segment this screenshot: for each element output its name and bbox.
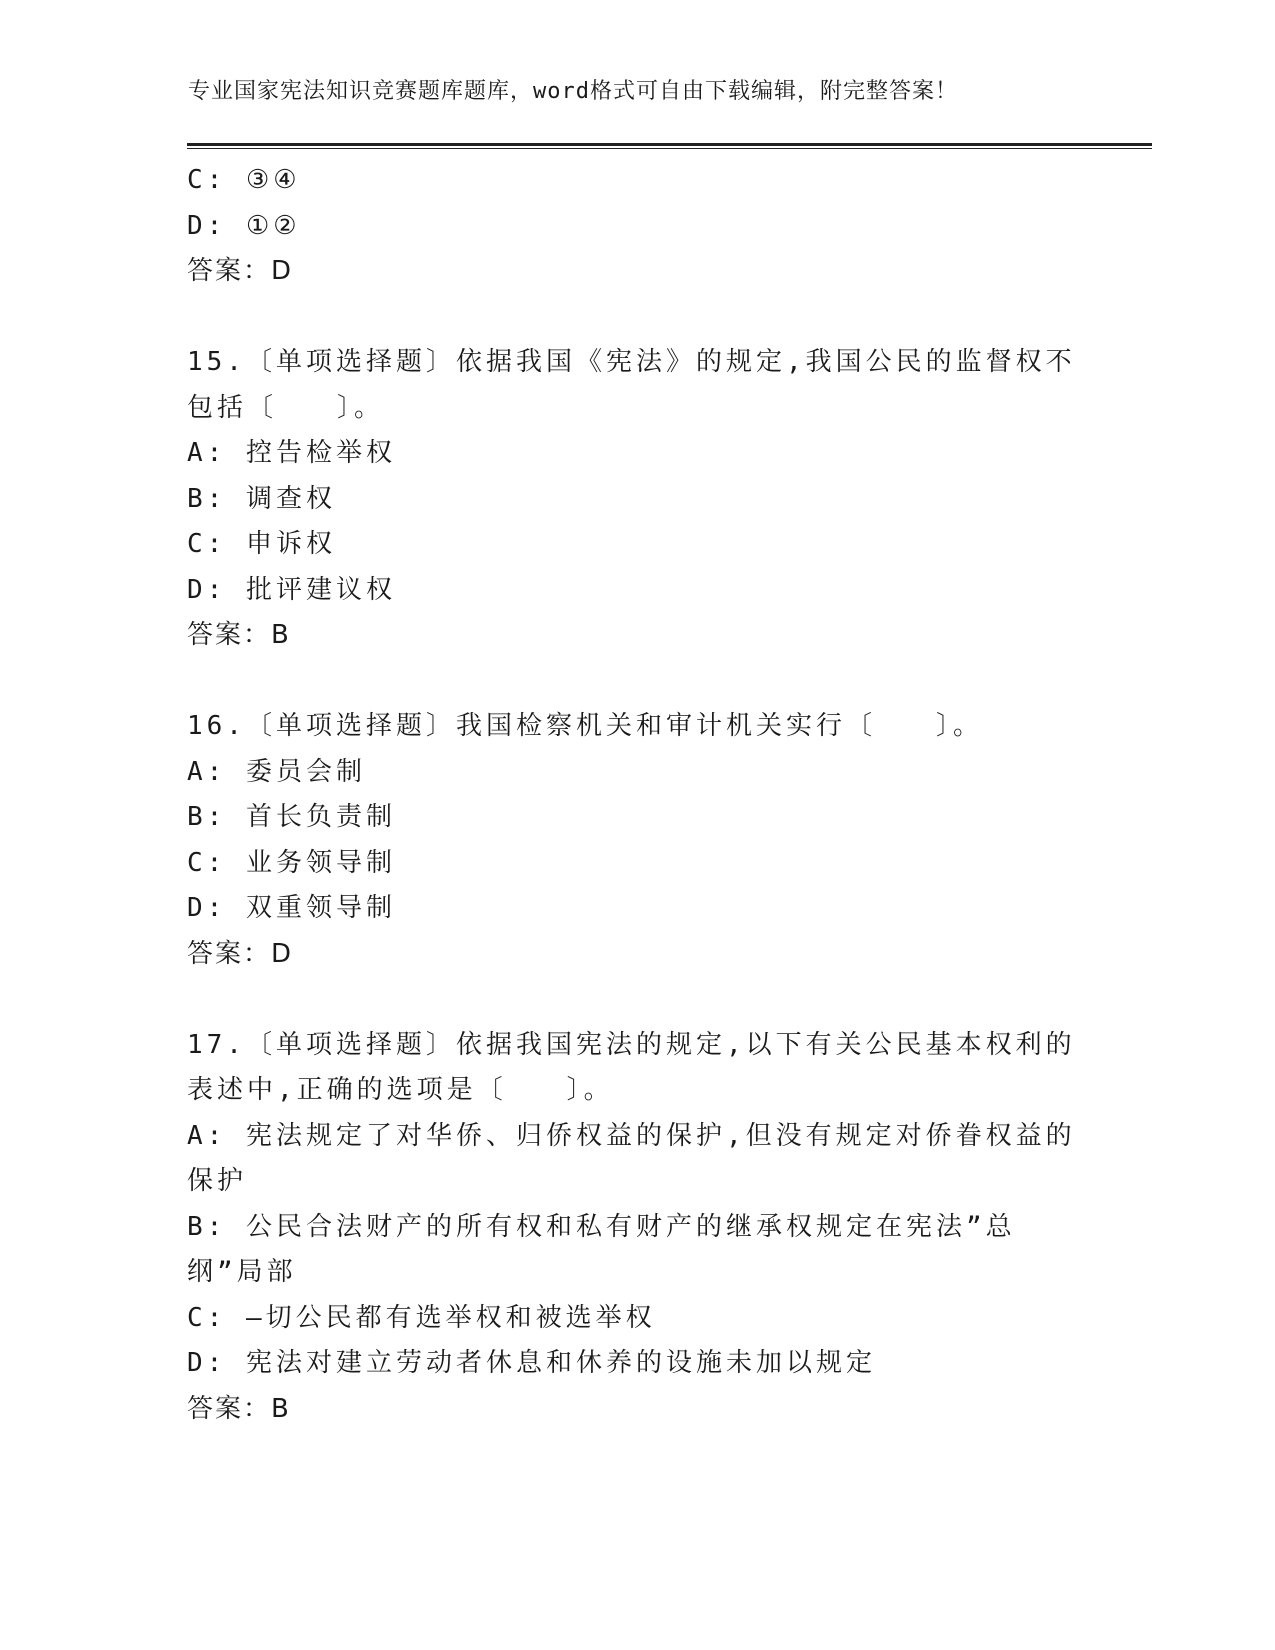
option-b	[187, 795, 1087, 841]
option-text: ③④	[245, 165, 301, 195]
question-stem: 17.〔单项选择题〕依据我国宪法的规定,以下有关公民基本权利的表述中,正确的选项是〔 〕。	[187, 1029, 1076, 1105]
answer-line: 答案：D	[187, 256, 294, 286]
header-rule-thick	[187, 143, 1152, 146]
spacer	[187, 977, 1087, 1023]
spacer	[187, 659, 1087, 705]
option-letter: C:	[187, 847, 227, 878]
option-a	[187, 1114, 1087, 1205]
option-d	[187, 568, 1087, 614]
option-letter: D:	[187, 210, 227, 241]
option-text: 双重领导制	[245, 893, 396, 923]
option-letter: A:	[187, 1120, 227, 1151]
option-letter: D:	[187, 1348, 227, 1378]
option-text: 调查权	[245, 483, 336, 514]
option-text: 批评建议权	[245, 574, 396, 605]
option-letter: B:	[187, 1211, 227, 1242]
option-letter: A:	[187, 756, 227, 787]
option-text: 业务领导制	[245, 847, 396, 878]
option-text: —切公民都有选举权和被选举权	[245, 1302, 656, 1333]
question-content	[187, 158, 1087, 1432]
question-stem: 15.〔单项选择题〕依据我国《宪法》的规定,我国公民的监督权不包括〔 〕。	[187, 347, 1076, 423]
option-a	[187, 750, 1087, 796]
option-letter: C:	[187, 165, 227, 195]
option-letter: C:	[187, 529, 227, 559]
option-text: 申诉权	[245, 529, 336, 559]
answer-line: 答案：D	[187, 938, 294, 969]
option-b	[187, 477, 1087, 523]
option-b	[187, 1205, 1087, 1296]
option-text: 委员会制	[245, 756, 366, 787]
option-text: 公民合法财产的所有权和私有财产的继承权规定在宪法”总纲”局部	[187, 1211, 1016, 1287]
option-c	[187, 1296, 1087, 1342]
option-letter: B:	[187, 483, 227, 514]
option-c	[187, 841, 1087, 887]
option-a	[187, 431, 1087, 477]
question-stem: 16.〔单项选择题〕我国检察机关和审计机关实行〔 〕。	[187, 711, 983, 741]
option-text: 控告检举权	[245, 438, 396, 468]
option-letter: D:	[187, 893, 227, 923]
spacer	[187, 295, 1087, 341]
option-letter: C:	[187, 1302, 227, 1333]
option-letter: D:	[187, 574, 227, 605]
option-text: 宪法对建立劳动者休息和休养的设施未加以规定	[245, 1348, 876, 1378]
option-d	[187, 204, 1087, 250]
option-d	[187, 1341, 1087, 1387]
option-text: ①②	[245, 210, 301, 241]
option-text: 宪法规定了对华侨、归侨权益的保护,但没有规定对侨眷权益的保护	[187, 1120, 1076, 1196]
answer-line: 答案：B	[187, 1393, 291, 1424]
option-c	[187, 158, 1087, 204]
option-letter: B:	[187, 802, 227, 832]
option-c	[187, 522, 1087, 568]
option-text: 首长负责制	[245, 802, 396, 832]
option-d	[187, 886, 1087, 932]
option-letter: A:	[187, 438, 227, 468]
answer-line: 答案：B	[187, 620, 291, 650]
page-header: 专业国家宪法知识竞赛题库题库，word格式可自由下载编辑，附完整答案！	[188, 79, 958, 104]
header-rule-thin	[187, 148, 1152, 149]
